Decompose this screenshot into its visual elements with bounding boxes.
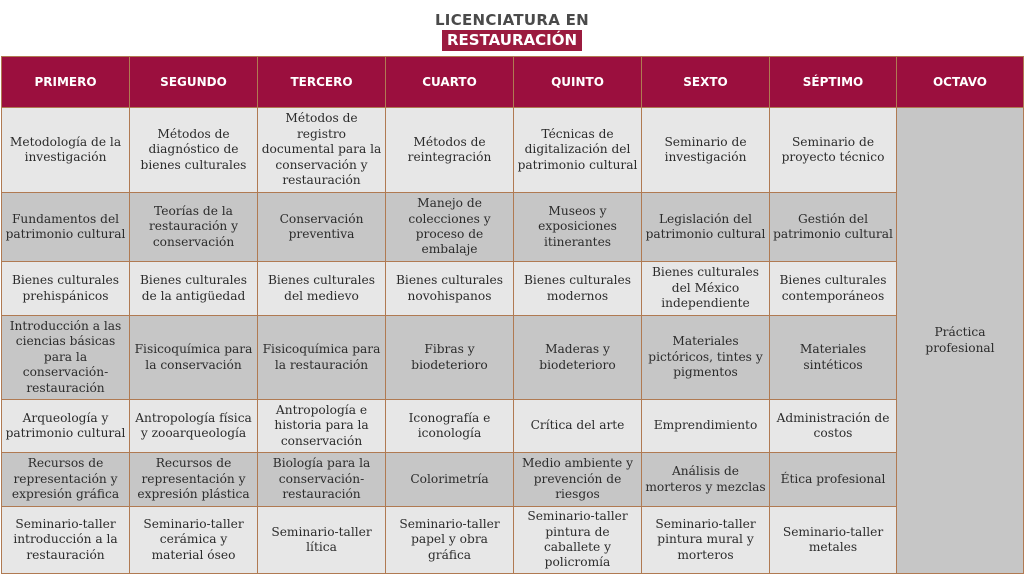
table-cell: Análisis de morteros y mezclas <box>642 453 770 507</box>
title-line-1: LICENCIATURA EN <box>434 10 590 29</box>
table-cell: Fibras y biodeterioro <box>386 316 514 400</box>
table-cell: Metodología de la investigación <box>2 108 130 193</box>
table-cell: Museos y exposiciones itinerantes <box>514 193 642 262</box>
table-cell: Fisicoquímica para la conservación <box>130 316 258 400</box>
table-cell: Seminario-taller introducción a la restauración <box>2 507 130 574</box>
table-row <box>2 400 1024 453</box>
table-row <box>2 262 1024 316</box>
table-cell: Seminario-taller pintura mural y morteros <box>642 507 770 574</box>
table-row <box>2 507 1024 574</box>
table-cell: Fisicoquímica para la restauración <box>258 316 386 400</box>
table-cell: Seminario de proyecto técnico <box>770 108 897 193</box>
table-cell: Bienes culturales modernos <box>514 262 642 316</box>
title-line-2: RESTAURACIÓN <box>442 30 582 51</box>
table-cell: Recursos de representación y expresión plástica <box>130 453 258 507</box>
table-cell: Seminario-taller pintura de caballete y policromía <box>514 507 642 574</box>
table-cell: Bienes culturales del México independiente <box>642 262 770 316</box>
table-cell: Recursos de representación y expresión gráfica <box>2 453 130 507</box>
table-cell: Emprendimiento <box>642 400 770 453</box>
table-cell: Seminario-taller metales <box>770 507 897 574</box>
table-cell: Ética profesional <box>770 453 897 507</box>
table-cell: Teorías de la restauración y conservación <box>130 193 258 262</box>
table-cell: Biología para la conservación-restauración <box>258 453 386 507</box>
table-cell: Arqueología y patrimonio cultural <box>2 400 130 453</box>
column-header-sexto: SEXTO <box>642 57 770 108</box>
table-cell: Legislación del patrimonio cultural <box>642 193 770 262</box>
column-header-tercero: TERCERO <box>258 57 386 108</box>
octavo-practica-cell: Práctica profesional <box>897 108 1024 574</box>
table-row <box>2 316 1024 400</box>
table-cell: Bienes culturales contemporáneos <box>770 262 897 316</box>
table-cell: Materiales sintéticos <box>770 316 897 400</box>
table-cell: Medio ambiente y prevención de riesgos <box>514 453 642 507</box>
table-cell: Colorimetría <box>386 453 514 507</box>
table-cell: Conservación preventiva <box>258 193 386 262</box>
table-cell: Antropología e historia para la conservación <box>258 400 386 453</box>
table-cell: Materiales pictóricos, tintes y pigmentos <box>642 316 770 400</box>
table-cell: Bienes culturales del medievo <box>258 262 386 316</box>
table-row <box>2 108 1024 193</box>
table-cell: Manejo de colecciones y proceso de embalaje <box>386 193 514 262</box>
column-header-septimo: SÉPTIMO <box>770 57 897 108</box>
table-cell: Bienes culturales novohispanos <box>386 262 514 316</box>
table-cell: Antropología física y zooarqueología <box>130 400 258 453</box>
table-cell: Seminario-taller papel y obra gráfica <box>386 507 514 574</box>
table-cell: Maderas y biodeterioro <box>514 316 642 400</box>
column-header-quinto: QUINTO <box>514 57 642 108</box>
table-cell: Introducción a las ciencias básicas para la conservación-restauración <box>2 316 130 400</box>
table-cell: Iconografía e iconología <box>386 400 514 453</box>
page-header <box>0 0 1024 56</box>
column-header-octavo: OCTAVO <box>897 57 1024 108</box>
table-cell: Seminario-taller lítica <box>258 507 386 574</box>
table-row <box>2 453 1024 507</box>
table-cell: Seminario de investigación <box>642 108 770 193</box>
curriculum-table <box>1 56 1024 574</box>
table-cell: Bienes culturales prehispánicos <box>2 262 130 316</box>
column-header-segundo: SEGUNDO <box>130 57 258 108</box>
header-row <box>2 57 1024 108</box>
table-cell: Métodos de reintegración <box>386 108 514 193</box>
table-cell: Métodos de diagnóstico de bienes culturales <box>130 108 258 193</box>
table-cell: Fundamentos del patrimonio cultural <box>2 193 130 262</box>
table-cell: Métodos de registro documental para la conservación y restauración <box>258 108 386 193</box>
column-header-primero: PRIMERO <box>2 57 130 108</box>
table-cell: Administración de costos <box>770 400 897 453</box>
table-row <box>2 193 1024 262</box>
column-header-cuarto: CUARTO <box>386 57 514 108</box>
table-cell: Bienes culturales de la antigüedad <box>130 262 258 316</box>
table-cell: Técnicas de digitalización del patrimonio cultural <box>514 108 642 193</box>
table-cell: Seminario-taller cerámica y material óseo <box>130 507 258 574</box>
table-cell: Crítica del arte <box>514 400 642 453</box>
table-cell: Gestión del patrimonio cultural <box>770 193 897 262</box>
